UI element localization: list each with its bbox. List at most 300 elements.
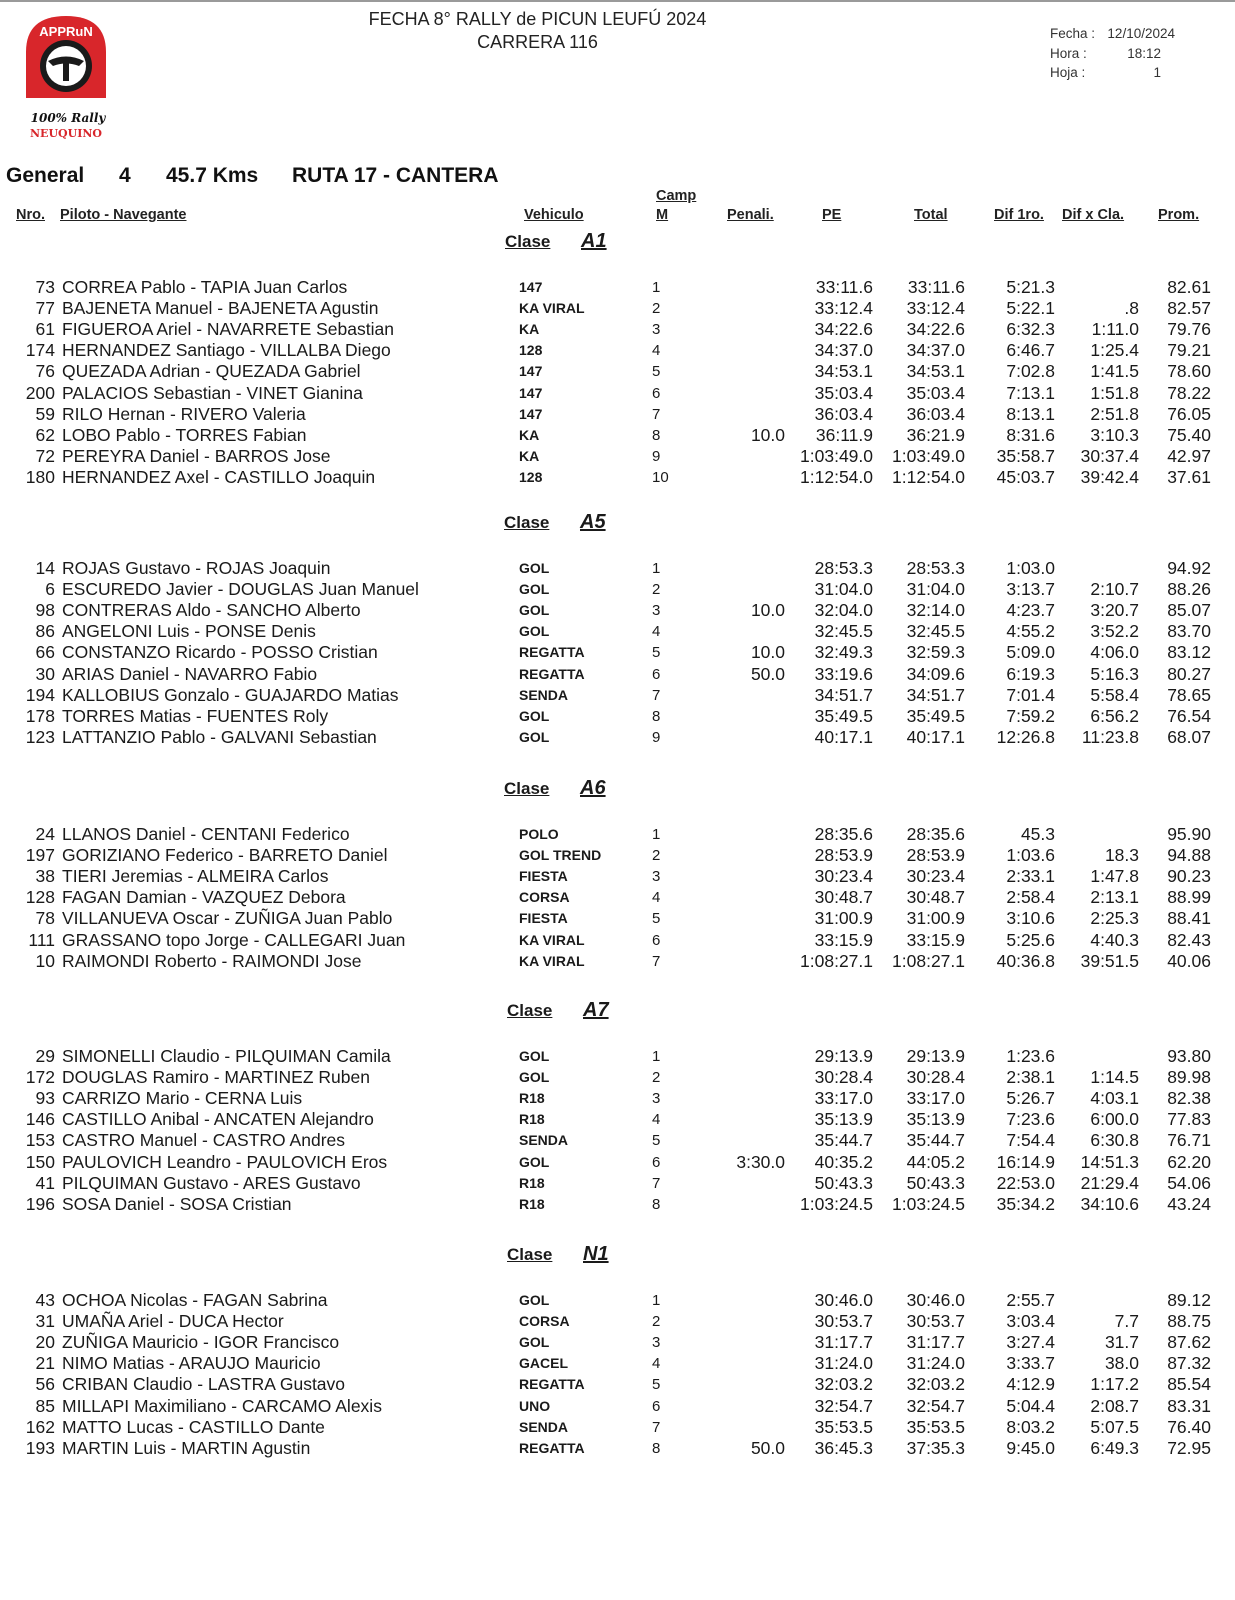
result-row bbox=[0, 1311, 1235, 1332]
stage-type: General bbox=[6, 164, 85, 187]
position: 2 bbox=[652, 300, 661, 318]
total-time: 37:35.3 bbox=[906, 1437, 965, 1458]
position: 7 bbox=[652, 405, 661, 423]
position: 4 bbox=[652, 342, 661, 360]
hoja-label: Hoja : bbox=[1050, 65, 1086, 80]
vehicle: CORSA bbox=[519, 1313, 570, 1330]
diff-first: 2:33.1 bbox=[1006, 866, 1055, 887]
car-number: 111 bbox=[28, 929, 55, 950]
position: 3 bbox=[652, 602, 661, 620]
class-name: A6 bbox=[580, 777, 606, 799]
average-speed: 62.20 bbox=[1167, 1151, 1211, 1172]
car-number: 38 bbox=[35, 866, 55, 887]
result-row bbox=[0, 908, 1235, 929]
result-row bbox=[0, 664, 1235, 685]
total-time: 33:15.9 bbox=[906, 929, 965, 950]
vehicle: 147 bbox=[519, 363, 543, 380]
average-speed: 76.40 bbox=[1167, 1416, 1211, 1437]
diff-first: 6:19.3 bbox=[1006, 663, 1055, 684]
position: 3 bbox=[652, 868, 661, 886]
crew-names: PEREYRA Daniel - BARROS Jose bbox=[62, 445, 331, 466]
top-rule bbox=[0, 0, 1235, 2]
average-speed: 40.06 bbox=[1167, 950, 1211, 971]
result-row bbox=[0, 1396, 1235, 1417]
crew-names: MILLAPI Maximiliano - CARCAMO Alexis bbox=[62, 1395, 382, 1416]
col-total: Total bbox=[914, 207, 948, 223]
total-time: 1:03:49.0 bbox=[892, 445, 965, 466]
total-time: 36:21.9 bbox=[906, 424, 965, 445]
stage-time: 30:46.0 bbox=[814, 1290, 873, 1310]
diff-first: 5:09.0 bbox=[1006, 642, 1055, 663]
class-heading bbox=[507, 999, 637, 1023]
result-row bbox=[0, 1130, 1235, 1151]
vehicle: CORSA bbox=[519, 889, 570, 906]
penalty: 10.0 bbox=[750, 642, 785, 663]
penalty: 50.0 bbox=[750, 1437, 785, 1458]
average-speed: 90.23 bbox=[1167, 866, 1211, 887]
diff-class: 11:23.8 bbox=[1081, 726, 1139, 747]
total-time: 30:46.0 bbox=[906, 1290, 965, 1310]
crew-names: PALACIOS Sebastian - VINET Gianina bbox=[62, 382, 363, 403]
diff-class: 2:51.8 bbox=[1090, 403, 1139, 424]
vehicle: GOL bbox=[519, 1292, 550, 1308]
diff-first: 9:45.0 bbox=[1006, 1437, 1055, 1458]
car-number: 150 bbox=[25, 1151, 55, 1172]
col-vehiculo: Vehiculo bbox=[524, 207, 584, 223]
diff-first: 3:13.7 bbox=[1006, 579, 1055, 600]
total-time: 32:54.7 bbox=[906, 1395, 965, 1416]
average-speed: 78.22 bbox=[1167, 382, 1211, 403]
position: 8 bbox=[652, 426, 661, 444]
diff-first: 8:13.1 bbox=[1006, 403, 1055, 424]
crew-names: KALLOBIUS Gonzalo - GUAJARDO Matias bbox=[62, 684, 399, 705]
total-time: 33:17.0 bbox=[906, 1088, 965, 1109]
average-speed: 68.07 bbox=[1167, 726, 1211, 747]
diff-first: 7:54.4 bbox=[1006, 1130, 1055, 1151]
stage-time: 32:49.3 bbox=[814, 642, 873, 663]
average-speed: 78.65 bbox=[1167, 684, 1211, 705]
position: 5 bbox=[652, 910, 661, 928]
penalty: 10.0 bbox=[750, 600, 785, 621]
result-row bbox=[0, 319, 1235, 340]
result-row bbox=[0, 277, 1235, 298]
car-number: 172 bbox=[25, 1067, 55, 1088]
stage-time: 36:03.4 bbox=[814, 403, 873, 424]
average-speed: 94.88 bbox=[1167, 845, 1211, 866]
crew-names: CORREA Pablo - TAPIA Juan Carlos bbox=[62, 277, 348, 297]
position: 9 bbox=[652, 447, 661, 465]
crew-names: CARRIZO Mario - CERNA Luis bbox=[62, 1088, 303, 1109]
average-speed: 87.32 bbox=[1167, 1353, 1211, 1374]
crew-names: ZUÑIGA Mauricio - IGOR Francisco bbox=[62, 1332, 340, 1353]
average-speed: 76.05 bbox=[1167, 403, 1211, 424]
class-label: Clase bbox=[504, 779, 550, 798]
crew-names: CONTRERAS Aldo - SANCHO Alberto bbox=[62, 600, 361, 621]
diff-first: 4:12.9 bbox=[1006, 1374, 1055, 1395]
car-number: 6 bbox=[45, 579, 55, 600]
stage-time: 28:53.3 bbox=[814, 558, 873, 578]
total-time: 35:49.5 bbox=[906, 705, 965, 726]
diff-class: 5:58.4 bbox=[1090, 684, 1139, 705]
crew-names: BAJENETA Manuel - BAJENETA Agustin bbox=[62, 298, 379, 319]
average-speed: 76.54 bbox=[1167, 705, 1211, 726]
position: 6 bbox=[652, 1397, 661, 1415]
diff-first: 7:01.4 bbox=[1006, 684, 1055, 705]
result-row bbox=[0, 1417, 1235, 1438]
class-name: A1 bbox=[581, 230, 607, 252]
col-dif1ro: Dif 1ro. bbox=[994, 207, 1044, 223]
average-speed: 72.95 bbox=[1167, 1437, 1211, 1458]
total-time: 30:28.4 bbox=[906, 1067, 965, 1088]
vehicle: R18 bbox=[519, 1111, 545, 1128]
vehicle: 128 bbox=[519, 342, 543, 359]
meta-hoja bbox=[1050, 65, 1175, 81]
average-speed: 83.31 bbox=[1167, 1395, 1211, 1416]
col-piloto: Piloto - Navegante bbox=[60, 207, 187, 223]
car-number: 14 bbox=[35, 558, 55, 578]
average-speed: 77.83 bbox=[1167, 1109, 1211, 1130]
average-speed: 93.80 bbox=[1167, 1046, 1211, 1066]
result-row bbox=[0, 1374, 1235, 1395]
total-time: 40:17.1 bbox=[906, 726, 965, 747]
car-number: 41 bbox=[35, 1172, 55, 1193]
diff-class: 5:16.3 bbox=[1090, 663, 1139, 684]
vehicle: 128 bbox=[519, 468, 543, 485]
crew-names: MARTIN Luis - MARTIN Agustin bbox=[62, 1437, 311, 1458]
average-speed: 82.43 bbox=[1167, 929, 1211, 950]
vehicle: UNO bbox=[519, 1397, 551, 1414]
vehicle: FIESTA bbox=[519, 910, 568, 927]
diff-class: 6:30.8 bbox=[1090, 1130, 1139, 1151]
diff-first: 4:55.2 bbox=[1006, 621, 1055, 642]
average-speed: 88.75 bbox=[1167, 1311, 1211, 1332]
stage-time: 1:03:24.5 bbox=[800, 1193, 873, 1214]
position: 4 bbox=[652, 623, 661, 641]
position: 8 bbox=[652, 1195, 661, 1213]
class-heading bbox=[505, 230, 635, 254]
stage-time: 34:53.1 bbox=[814, 361, 873, 382]
total-time: 32:45.5 bbox=[906, 621, 965, 642]
car-number: 93 bbox=[35, 1088, 55, 1109]
car-number: 197 bbox=[25, 845, 55, 866]
average-speed: 76.71 bbox=[1167, 1130, 1211, 1151]
crew-names: FIGUEROA Ariel - NAVARRETE Sebastian bbox=[62, 319, 394, 340]
stage-time: 28:53.9 bbox=[814, 845, 873, 866]
stage-time: 35:03.4 bbox=[814, 382, 873, 403]
result-row bbox=[0, 404, 1235, 425]
diff-class: 1:11.0 bbox=[1091, 319, 1139, 340]
vehicle: GOL bbox=[519, 728, 550, 745]
position: 5 bbox=[652, 363, 661, 381]
position: 4 bbox=[652, 889, 661, 907]
vehicle: GOL bbox=[519, 560, 550, 576]
col-penali: Penali. bbox=[727, 207, 774, 223]
vehicle: REGATTA bbox=[519, 644, 585, 661]
crew-names: PILQUIMAN Gustavo - ARES Gustavo bbox=[62, 1172, 361, 1193]
diff-first: 40:36.8 bbox=[996, 950, 1055, 971]
diff-first: 1:03.6 bbox=[1006, 845, 1055, 866]
car-number: 77 bbox=[35, 298, 55, 319]
stage-time: 35:53.5 bbox=[814, 1416, 873, 1437]
class-name: A7 bbox=[583, 999, 609, 1021]
stage-time: 1:03:49.0 bbox=[800, 445, 873, 466]
stage-time: 31:24.0 bbox=[814, 1353, 873, 1374]
crew-names: ANGELONI Luis - PONSE Denis bbox=[62, 621, 316, 642]
crew-names: CASTRO Manuel - CASTRO Andres bbox=[62, 1130, 345, 1151]
col-pe: PE bbox=[822, 207, 842, 223]
total-time: 31:17.7 bbox=[906, 1332, 965, 1353]
diff-class: 39:42.4 bbox=[1080, 466, 1139, 487]
diff-first: 8:31.6 bbox=[1006, 424, 1055, 445]
car-number: 21 bbox=[35, 1353, 55, 1374]
logo-region: NEUQUINO bbox=[30, 127, 102, 140]
crew-names: MATTO Lucas - CASTILLO Dante bbox=[62, 1416, 325, 1437]
diff-class: 1:17.2 bbox=[1090, 1374, 1139, 1395]
position: 8 bbox=[652, 707, 661, 725]
diff-class: 21:29.4 bbox=[1080, 1172, 1139, 1193]
car-number: 153 bbox=[25, 1130, 55, 1151]
diff-class: 5:07.5 bbox=[1090, 1416, 1139, 1437]
logo-slogan: 100% Rally bbox=[30, 111, 106, 125]
vehicle: GOL bbox=[519, 1153, 550, 1170]
vehicle: GACEL bbox=[519, 1355, 568, 1372]
crew-names: CONSTANZO Ricardo - POSSO Cristian bbox=[62, 642, 378, 663]
stage-time: 33:12.4 bbox=[814, 298, 873, 319]
total-time: 35:03.4 bbox=[906, 382, 965, 403]
stage-time: 35:44.7 bbox=[814, 1130, 873, 1151]
position: 5 bbox=[652, 1376, 661, 1394]
result-row bbox=[0, 1332, 1235, 1353]
car-number: 30 bbox=[35, 663, 55, 684]
stage-time: 35:49.5 bbox=[814, 705, 873, 726]
total-time: 36:03.4 bbox=[906, 403, 965, 424]
stage-time: 40:35.2 bbox=[814, 1151, 873, 1172]
car-number: 29 bbox=[35, 1046, 55, 1066]
car-number: 72 bbox=[35, 445, 55, 466]
stage-time: 32:04.0 bbox=[814, 600, 873, 621]
car-number: 146 bbox=[25, 1109, 55, 1130]
crew-names: PAULOVICH Leandro - PAULOVICH Eros bbox=[62, 1151, 388, 1172]
diff-class: .8 bbox=[1124, 298, 1139, 319]
car-number: 162 bbox=[25, 1416, 55, 1437]
class-name: A5 bbox=[580, 511, 606, 533]
result-row bbox=[0, 685, 1235, 706]
result-row bbox=[0, 845, 1235, 866]
position: 2 bbox=[652, 1069, 661, 1087]
stage-time: 40:17.1 bbox=[814, 726, 873, 747]
vehicle: REGATTA bbox=[519, 665, 585, 682]
position: 1 bbox=[652, 279, 661, 296]
diff-first: 1:03.0 bbox=[1006, 558, 1055, 578]
crew-names: RAIMONDI Roberto - RAIMONDI Jose bbox=[62, 950, 362, 971]
stage-time: 33:17.0 bbox=[814, 1088, 873, 1109]
vehicle: KA bbox=[519, 321, 540, 338]
total-time: 31:04.0 bbox=[906, 579, 965, 600]
result-row bbox=[0, 642, 1235, 663]
result-row bbox=[0, 621, 1235, 642]
car-number: 193 bbox=[25, 1437, 55, 1458]
vehicle: KA bbox=[519, 426, 540, 443]
vehicle: KA bbox=[519, 447, 540, 464]
vehicle: GOL bbox=[519, 602, 550, 619]
vehicle: SENDA bbox=[519, 1132, 569, 1149]
diff-class: 3:20.7 bbox=[1090, 600, 1139, 621]
total-time: 1:12:54.0 bbox=[892, 466, 965, 487]
total-time: 34:53.1 bbox=[906, 361, 965, 382]
average-speed: 87.62 bbox=[1167, 1332, 1211, 1353]
diff-class: 38.0 bbox=[1104, 1353, 1139, 1374]
result-row bbox=[0, 361, 1235, 382]
diff-class: 1:41.5 bbox=[1090, 361, 1139, 382]
penalty: 10.0 bbox=[750, 424, 785, 445]
stage-time: 30:53.7 bbox=[814, 1311, 873, 1332]
stage-time: 31:00.9 bbox=[814, 908, 873, 929]
diff-first: 2:55.7 bbox=[1006, 1290, 1055, 1310]
position: 6 bbox=[652, 384, 661, 402]
position: 6 bbox=[652, 931, 661, 949]
vehicle: GOL bbox=[519, 1048, 550, 1064]
result-row bbox=[0, 579, 1235, 600]
col-camp-m: M bbox=[656, 207, 669, 223]
hora-value: 18:12 bbox=[1127, 46, 1161, 61]
car-number: 76 bbox=[35, 361, 55, 382]
result-row bbox=[0, 298, 1235, 319]
vehicle: GOL bbox=[519, 581, 550, 598]
total-time: 31:00.9 bbox=[906, 908, 965, 929]
average-speed: 80.27 bbox=[1167, 663, 1211, 684]
total-time: 30:23.4 bbox=[906, 866, 965, 887]
position: 7 bbox=[652, 1418, 661, 1436]
vehicle: REGATTA bbox=[519, 1376, 585, 1393]
crew-names: ARIAS Daniel - NAVARRO Fabio bbox=[62, 663, 318, 684]
average-speed: 82.57 bbox=[1167, 298, 1211, 319]
result-row bbox=[0, 446, 1235, 467]
total-time: 35:44.7 bbox=[906, 1130, 965, 1151]
diff-class: 3:52.2 bbox=[1090, 621, 1139, 642]
stage-time: 36:11.9 bbox=[815, 424, 873, 445]
crew-names: RILO Hernan - RIVERO Valeria bbox=[62, 403, 306, 424]
diff-class: 39:51.5 bbox=[1080, 950, 1139, 971]
result-row bbox=[0, 930, 1235, 951]
average-speed: 89.98 bbox=[1167, 1067, 1211, 1088]
class-heading bbox=[504, 511, 634, 535]
class-heading bbox=[507, 1243, 637, 1267]
car-number: 24 bbox=[35, 824, 55, 844]
class-heading bbox=[504, 777, 634, 801]
vehicle: R18 bbox=[519, 1174, 545, 1191]
crew-names: UMAÑA Ariel - DUCA Hector bbox=[62, 1311, 284, 1332]
total-time: 34:51.7 bbox=[906, 684, 965, 705]
car-number: 62 bbox=[35, 424, 55, 445]
vehicle: GOL bbox=[519, 707, 550, 724]
logo-top-text: APPRuN bbox=[39, 24, 93, 39]
stage-number: 4 bbox=[119, 164, 131, 187]
logo-bottom-text: SUR bbox=[54, 99, 78, 111]
total-time: 1:08:27.1 bbox=[892, 950, 965, 971]
diff-class: 2:25.3 bbox=[1090, 908, 1139, 929]
average-speed: 79.76 bbox=[1167, 319, 1211, 340]
diff-first: 5:04.4 bbox=[1006, 1395, 1055, 1416]
total-time: 31:24.0 bbox=[906, 1353, 965, 1374]
average-speed: 88.99 bbox=[1167, 887, 1211, 908]
result-row bbox=[0, 1152, 1235, 1173]
position: 9 bbox=[652, 728, 661, 746]
result-row bbox=[0, 951, 1235, 972]
car-number: 174 bbox=[25, 340, 55, 361]
diff-class: 7.7 bbox=[1114, 1311, 1139, 1332]
result-row bbox=[0, 1067, 1235, 1088]
diff-first: 2:38.1 bbox=[1006, 1067, 1055, 1088]
stage-time: 1:08:27.1 bbox=[800, 950, 873, 971]
col-difxcla: Dif x Cla. bbox=[1062, 207, 1125, 223]
car-number: 194 bbox=[25, 684, 55, 705]
result-row bbox=[0, 1290, 1235, 1311]
diff-class: 6:49.3 bbox=[1090, 1437, 1139, 1458]
crew-names: ROJAS Gustavo - ROJAS Joaquin bbox=[62, 558, 331, 578]
vehicle: 147 bbox=[519, 405, 543, 422]
total-time: 28:53.3 bbox=[906, 558, 965, 578]
stage-time: 1:12:54.0 bbox=[800, 466, 873, 487]
position: 2 bbox=[652, 1313, 661, 1331]
meta-fecha bbox=[1050, 26, 1175, 42]
diff-first: 7:13.1 bbox=[1006, 382, 1055, 403]
fecha-value: 12/10/2024 bbox=[1107, 26, 1175, 41]
crew-names: HERNANDEZ Santiago - VILLALBA Diego bbox=[62, 340, 391, 361]
car-number: 180 bbox=[25, 466, 55, 487]
total-time: 34:37.0 bbox=[906, 340, 965, 361]
col-camp: Camp bbox=[656, 188, 697, 204]
diff-first: 7:02.8 bbox=[1006, 361, 1055, 382]
crew-names: DOUGLAS Ramiro - MARTINEZ Ruben bbox=[62, 1067, 370, 1088]
vehicle: FIESTA bbox=[519, 868, 568, 885]
diff-class: 34:10.6 bbox=[1080, 1193, 1139, 1214]
result-row bbox=[0, 727, 1235, 748]
diff-first: 45.3 bbox=[1020, 824, 1055, 844]
result-row bbox=[0, 824, 1235, 845]
total-time: 30:48.7 bbox=[906, 887, 965, 908]
diff-first: 6:32.3 bbox=[1006, 319, 1055, 340]
result-row bbox=[0, 1353, 1235, 1374]
result-row bbox=[0, 706, 1235, 727]
diff-first: 2:58.4 bbox=[1006, 887, 1055, 908]
document-subtitle: CARRERA 116 bbox=[477, 32, 598, 52]
stage-time: 35:13.9 bbox=[814, 1109, 873, 1130]
diff-class: 4:03.1 bbox=[1090, 1088, 1139, 1109]
position: 3 bbox=[652, 1334, 661, 1352]
position: 3 bbox=[652, 321, 661, 339]
diff-first: 3:27.4 bbox=[1006, 1332, 1055, 1353]
crew-names: ESCUREDO Javier - DOUGLAS Juan Manuel bbox=[62, 579, 419, 600]
stage-time: 33:19.6 bbox=[814, 663, 873, 684]
total-time: 32:14.0 bbox=[906, 600, 965, 621]
total-time: 32:59.3 bbox=[906, 642, 965, 663]
vehicle: KA VIRAL bbox=[519, 300, 585, 317]
crew-names: FAGAN Damian - VAZQUEZ Debora bbox=[62, 887, 346, 908]
crew-names: LATTANZIO Pablo - GALVANI Sebastian bbox=[62, 726, 377, 747]
crew-names: HERNANDEZ Axel - CASTILLO Joaquin bbox=[62, 466, 376, 487]
total-time: 1:03:24.5 bbox=[892, 1193, 965, 1214]
position: 10 bbox=[652, 468, 669, 486]
result-row bbox=[0, 1438, 1235, 1459]
col-nro: Nro. bbox=[16, 207, 45, 223]
stage-time: 32:03.2 bbox=[814, 1374, 873, 1395]
average-speed: 88.41 bbox=[1167, 908, 1211, 929]
diff-first: 1:23.6 bbox=[1006, 1046, 1055, 1066]
result-row bbox=[0, 887, 1235, 908]
stage-time: 50:43.3 bbox=[814, 1172, 873, 1193]
position: 4 bbox=[652, 1355, 661, 1373]
hora-label: Hora : bbox=[1050, 46, 1087, 61]
